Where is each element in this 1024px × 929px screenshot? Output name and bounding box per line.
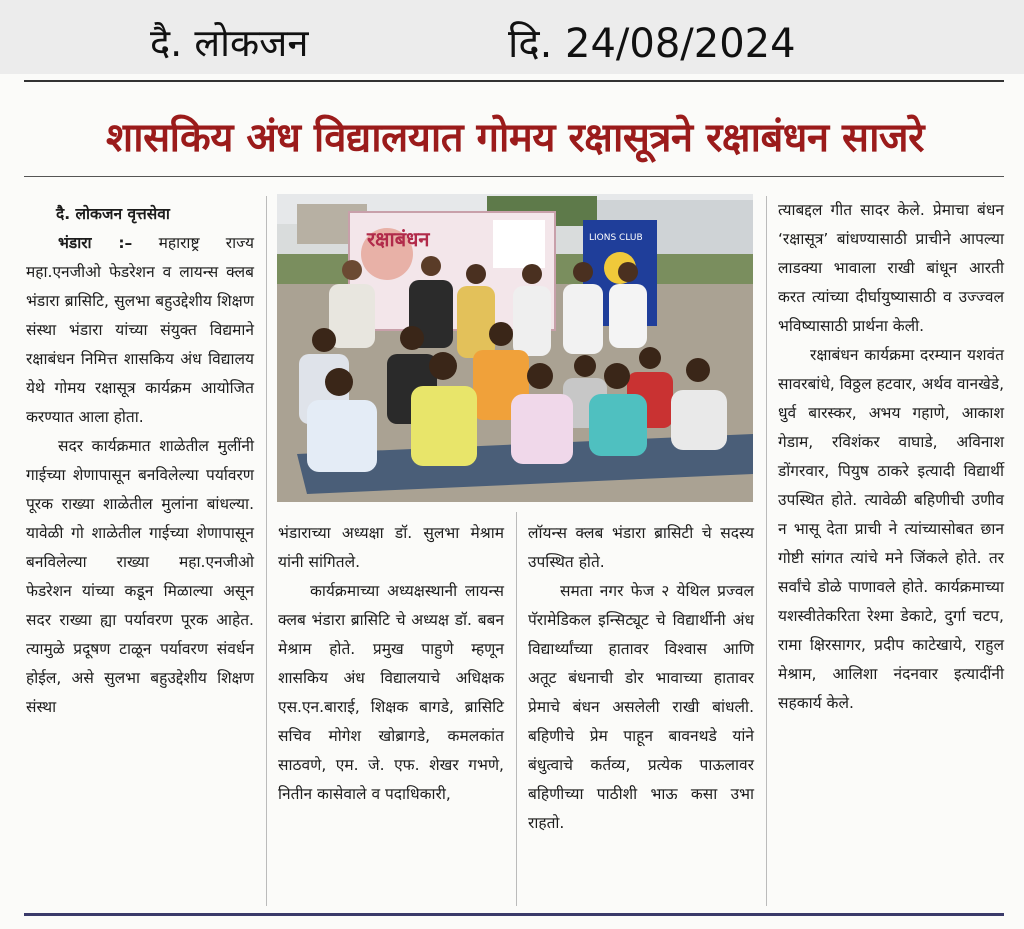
paragraph-text: महाराष्ट्र राज्य महा.एनजीओ फेडरेशन व लायन्स क्लब भंडारा ब्रासिटि, सुलभा बहुउद्देशीय शिक्षण संस्था भंडारा यांच्या संयुक्त विद्यमाने रक्षाबंधन निमित्त शासकिय अंध विद्यालय येथे गोमय रक्षासूत्र कार्यक्रम आयोजित करण्यात आला होता. <box>26 234 254 426</box>
event-photo-illustration <box>277 194 753 502</box>
paragraph: रक्षाबंधन कार्यक्रमा दरम्यान यशवंत सावरबांधे, विठ्ठल हटवार, अर्थव वानखेडे, धुर्व बारस्कर, अभय गहाणे, आकाश गेडाम, रविशंकर वाघाडे, अविनाश डोंगरवार, पियुष ठाकरे इत्यादी विद्यार्थी उपस्थित होते. त्यावेळी बहिणीची उणीव न भासू देता प्राची ने त्यांच्यासोबत छान गोष्टी सांगत त्यांचे मने जिंकले होते. तर सर्वांचे डोळे पाणावले होते. कार्यक्रमाच्या यशस्वीतेकरिता रेश्मा डेकाटे, दुर्गा चटप, रामा क्षिरसागर, प्रदीप काटेखाये, राहुल मेश्राम, आलिशा नंदनवार इत्यादींनी सहकार्य केले. <box>778 346 1004 712</box>
paragraph: लॉयन्स क्लब भंडारा ब्रासिटी चे सदस्य उपस्थित होते. <box>528 524 754 571</box>
newspaper-name: दै. लोकजन <box>150 21 309 65</box>
paragraph: समता नगर फेज २ येथिल प्रज्वल पॅरामेडिकल इन्सिट्यूट चे विद्यार्थीनी अंध विद्यार्थ्यांच्या हातावर विश्वास आणि अतूट बंधनाची डोर भावाच्या हातावर प्रेमाचे बंधन असलेली राखी बांधली. बहिणीचे प्रेम पाहून बावनथडे यांने बंधुत्वाचे कर्तव्य, प्रत्येक पाऊलावर बहिणीच्या पाठीशी भाऊ कसा उभा राहतो. <box>528 582 754 832</box>
dateline: भंडारा :– <box>58 234 133 252</box>
lions-banner-text: LIONS CLUB <box>589 233 643 243</box>
headline-rule <box>24 176 1004 177</box>
article-headline: शासकिय अंध विद्यालयात गोमय रक्षासूत्रने रक्षाबंधन साजरे <box>106 115 924 161</box>
article-column-3 <box>528 519 754 838</box>
article-column-2 <box>278 519 504 809</box>
top-rule <box>24 80 1004 82</box>
banner-text: रक्षाबंधन <box>367 227 430 251</box>
publication-date: दि. 24/08/2024 <box>508 21 796 67</box>
paragraph: भंडाराच्या अध्यक्षा डॉ. सुलभा मेश्राम यांनी सांगितले. <box>278 524 504 571</box>
paragraph: सदर कार्यक्रमात शाळेतील मुलींनी गाईच्या शेणापासून बनविलेल्या पर्यावरण पूरक राख्या शाळेतील मुलांना बांधल्या. यावेळी गो शाळेतील गाईच्या शेणापासून बनविलेल्या राख्या महा.एनजीओ फेडरेशन यांच्या कडून मिळाल्या असून सदर राख्या ह्या पर्यावरण पूरक आहेत. त्यामुळे प्रदूषण टाळून पर्यावरण संवर्धन होईल, असे सुलभा बहुउद्देशीय शिक्षण संस्था <box>26 437 254 716</box>
paragraph: त्याबद्दल गीत सादर केले. प्रेमाचा बंधन ‘रक्षासूत्र’ बांधण्यासाठी प्राचीने आपल्या लाडक्या भावाला राखी बांधून आरती करत त्यांच्या दीर्घायुष्यासाठी व उज्ज्वल भविष्यासाठी प्रार्थना केली. <box>778 201 1004 335</box>
bottom-rule <box>24 913 1004 916</box>
column-divider <box>766 196 767 906</box>
column-divider <box>516 512 517 906</box>
event-photo <box>277 194 753 502</box>
paragraph: कार्यक्रमाच्या अध्यक्षस्थानी लायन्स क्लब भंडारा ब्रासिटि चे अध्यक्ष डॉ. बबन मेश्राम होते. प्रमुख पाहुणे म्हणून शासकिय अंध विद्यालयाचे अधिक्षक एस.एन.बाराई, शिक्षक बागडे, ब्रासिटि सचिव मोगेश खोब्रागडे, कमलकांत साठवणे, एम. जे. एफ. शेखर गभणे, नितीन कासेवाले व पदाधिकारी, <box>278 582 504 803</box>
article-column-1 <box>26 200 254 722</box>
paragraph <box>26 229 254 432</box>
column-divider <box>266 196 267 906</box>
article-column-4 <box>778 196 1004 718</box>
byline: दै. लोकजन वृत्तसेवा <box>56 205 170 223</box>
